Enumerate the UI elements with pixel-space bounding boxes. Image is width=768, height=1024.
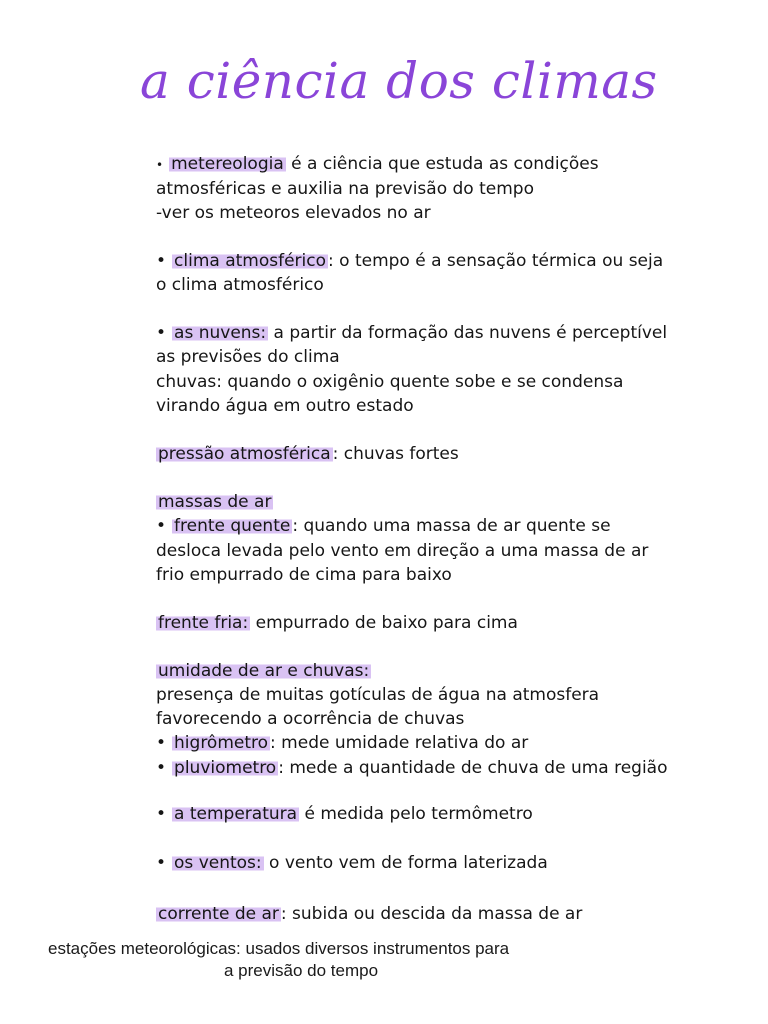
metereologia-line-1 bbox=[156, 152, 599, 177]
term-highlight: metereologia bbox=[171, 154, 284, 174]
bullet: • bbox=[156, 853, 167, 873]
small-bullet: • bbox=[156, 158, 164, 172]
bullet: • bbox=[156, 516, 167, 536]
corrente-line bbox=[156, 902, 582, 926]
page-title: a ciência dos climas bbox=[140, 52, 658, 110]
footer-note bbox=[48, 938, 608, 982]
term-highlight: clima atmosférico bbox=[174, 251, 327, 271]
term-highlight: frente quente bbox=[174, 516, 291, 536]
pluviometro-line bbox=[156, 756, 668, 780]
massas-line-3: frio empurrado de cima para baixo bbox=[156, 565, 452, 585]
corrente-text: : subida ou descida da massa de ar bbox=[280, 904, 583, 924]
clima-line-1 bbox=[156, 249, 663, 273]
clima-text: : o tempo é a sensação térmica ou seja bbox=[328, 251, 664, 271]
massas-text: : quando uma massa de ar quente se bbox=[292, 516, 611, 536]
massas-line-1 bbox=[156, 514, 611, 538]
nuvens-text: a partir da formação das nuvens é perceptível bbox=[268, 323, 668, 343]
term-highlight: corrente de ar bbox=[158, 904, 279, 924]
metereologia-line-2: atmosféricas e auxilia na previsão do tempo bbox=[156, 179, 534, 199]
bullet: • bbox=[156, 323, 167, 343]
term-highlight: pluviometro bbox=[174, 758, 277, 778]
bullet: • bbox=[156, 733, 167, 753]
term-highlight: higrômetro bbox=[174, 733, 269, 753]
metereologia-line-3: -ver os meteoros elevados no ar bbox=[156, 203, 431, 223]
term-highlight: frente fria: bbox=[158, 613, 249, 633]
nuvens-line-2: as previsões do clima bbox=[156, 347, 340, 367]
umidade-line-2: favorecendo a ocorrência de chuvas bbox=[156, 709, 465, 729]
bullet: • bbox=[156, 251, 167, 271]
higrometro-line bbox=[156, 731, 528, 755]
footer-line-2: a previsão do tempo bbox=[224, 961, 379, 980]
nuvens-line-3: chuvas: quando o oxigênio quente sobe e se condensa bbox=[156, 372, 624, 392]
bullet: • bbox=[156, 804, 167, 824]
bullet: • bbox=[156, 758, 167, 778]
footer-line-1: estações meteorológicas: usados diversos instrumentos para bbox=[48, 939, 510, 958]
term-highlight: os ventos: bbox=[174, 853, 262, 873]
term-highlight: pressão atmosférica bbox=[158, 444, 331, 464]
temperatura-line bbox=[156, 802, 533, 826]
heading-highlight: umidade de ar e chuvas: bbox=[158, 661, 370, 681]
ventos-line bbox=[156, 851, 548, 875]
pluviometro-text: : mede a quantidade de chuva de uma região bbox=[278, 758, 668, 778]
pressao-text: : chuvas fortes bbox=[332, 444, 459, 464]
clima-line-2: o clima atmosférico bbox=[156, 275, 324, 295]
massas-line-2: desloca levada pelo vento em direção a uma massa de ar bbox=[156, 541, 649, 561]
nuvens-line-4: virando água em outro estado bbox=[156, 396, 414, 416]
higrometro-text: : mede umidade relativa do ar bbox=[270, 733, 529, 753]
metereologia-text: é a ciência que estuda as condições bbox=[285, 154, 599, 174]
pressao-line bbox=[156, 442, 459, 466]
massas-heading bbox=[156, 490, 273, 514]
term-highlight: a temperatura bbox=[174, 804, 298, 824]
ventos-text: o vento vem de forma laterizada bbox=[263, 853, 548, 873]
umidade-line-1: presença de muitas gotículas de água na atmosfera bbox=[156, 685, 600, 705]
heading-highlight: massas de ar bbox=[158, 492, 272, 512]
umidade-heading bbox=[156, 659, 371, 683]
nuvens-line-1 bbox=[156, 321, 667, 345]
temperatura-text: é medida pelo termômetro bbox=[299, 804, 533, 824]
frente-fria-line bbox=[156, 611, 518, 635]
frente-fria-text: empurrado de baixo para cima bbox=[250, 613, 518, 633]
term-highlight: as nuvens: bbox=[174, 323, 267, 343]
